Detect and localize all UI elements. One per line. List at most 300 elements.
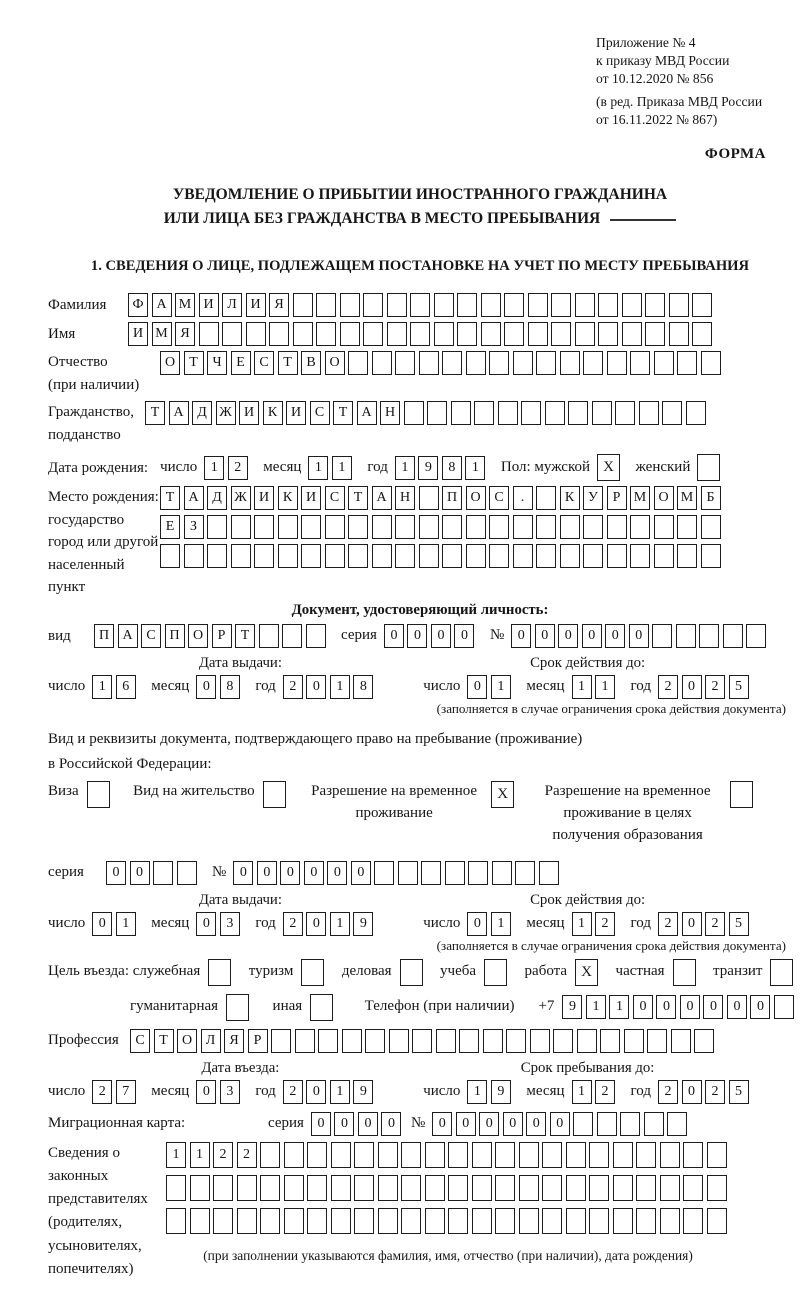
form-cell[interactable] [307,1175,327,1201]
form-cell[interactable] [246,322,266,346]
form-cell[interactable] [600,1029,620,1053]
form-cell[interactable] [607,515,627,539]
form-cell[interactable] [644,1112,664,1136]
form-cell[interactable] [536,544,556,568]
form-cell[interactable] [410,322,430,346]
form-cell[interactable] [484,959,507,986]
form-cell[interactable]: 0 [680,995,700,1019]
form-cell[interactable] [707,1175,727,1201]
form-cell[interactable] [636,1175,656,1201]
form-cell[interactable] [575,322,595,346]
form-cell[interactable]: И [246,293,266,317]
form-cell[interactable]: 0 [431,624,451,648]
form-cell[interactable]: И [128,322,148,346]
visa-checkbox[interactable] [87,781,114,808]
form-cell[interactable]: Т [348,486,368,510]
doc-valid-month-cells[interactable] [572,675,619,699]
form-cell[interactable] [442,544,462,568]
entry-month-cells[interactable] [196,1080,243,1104]
form-cell[interactable]: 6 [116,675,136,699]
form-cell[interactable]: 2 [705,912,725,936]
form-cell[interactable]: Е [160,515,180,539]
form-cell[interactable]: М [630,486,650,510]
form-cell[interactable] [160,544,180,568]
form-cell[interactable] [652,624,672,648]
form-cell[interactable] [694,1029,714,1053]
purpose-business-checkbox[interactable] [400,959,427,986]
form-cell[interactable]: 2 [283,912,303,936]
form-cell[interactable] [457,293,477,317]
form-cell[interactable]: А [184,486,204,510]
temp-residence-edu-checkbox[interactable] [730,781,757,808]
form-cell[interactable] [278,544,298,568]
form-cell[interactable]: 1 [572,675,592,699]
form-cell[interactable]: Т [145,401,165,425]
form-cell[interactable] [400,959,423,986]
form-cell[interactable] [654,544,674,568]
birth-day-cells[interactable] [204,456,251,480]
form-cell[interactable] [697,454,720,481]
form-cell[interactable] [412,1029,432,1053]
form-cell[interactable]: 0 [558,624,578,648]
form-cell[interactable]: 1 [166,1142,186,1168]
form-cell[interactable]: О [177,1029,197,1053]
form-cell[interactable] [284,1142,304,1168]
form-cell[interactable] [419,544,439,568]
form-cell[interactable] [746,624,766,648]
form-cell[interactable] [723,624,743,648]
form-cell[interactable] [260,1175,280,1201]
form-cell[interactable] [673,959,696,986]
form-cell[interactable]: 5 [729,1080,749,1104]
form-cell[interactable] [504,322,524,346]
patronymic-cells[interactable] [160,351,724,375]
form-cell[interactable]: И [301,486,321,510]
form-cell[interactable] [589,1175,609,1201]
form-cell[interactable] [331,1142,351,1168]
form-cell[interactable] [231,544,251,568]
doc-number-cells[interactable] [511,624,770,648]
form-cell[interactable]: С [254,351,274,375]
form-cell[interactable] [442,515,462,539]
form-cell[interactable] [434,293,454,317]
form-cell[interactable] [513,515,533,539]
form-cell[interactable]: 0 [304,861,324,885]
form-cell[interactable]: 1 [491,912,511,936]
mig-number-cells[interactable] [432,1112,691,1136]
stay-year-cells[interactable] [658,1080,752,1104]
form-cell[interactable] [598,322,618,346]
form-cell[interactable]: И [254,486,274,510]
form-cell[interactable]: 0 [92,912,112,936]
form-cell[interactable] [683,1175,703,1201]
form-cell[interactable] [560,544,580,568]
birthplace-row2-cells[interactable] [160,515,724,539]
form-cell[interactable]: С [489,486,509,510]
form-cell[interactable] [583,544,603,568]
representatives-row3-cells[interactable] [166,1208,730,1234]
form-cell[interactable] [316,322,336,346]
form-cell[interactable] [568,401,588,425]
form-cell[interactable] [647,1029,667,1053]
form-cell[interactable]: 2 [283,1080,303,1104]
form-cell[interactable]: Ч [207,351,227,375]
form-cell[interactable] [331,1208,351,1234]
form-cell[interactable] [671,1029,691,1053]
form-cell[interactable] [372,351,392,375]
form-cell[interactable]: 2 [658,675,678,699]
form-cell[interactable] [676,624,696,648]
form-cell[interactable] [378,1142,398,1168]
form-cell[interactable]: Я [175,322,195,346]
stay-day-cells[interactable] [467,1080,514,1104]
form-cell[interactable]: Ж [216,401,236,425]
purpose-official-checkbox[interactable] [208,959,235,986]
entry-year-cells[interactable] [283,1080,377,1104]
form-cell[interactable] [425,1208,445,1234]
sex-female-checkbox[interactable] [697,454,724,481]
purpose-study-checkbox[interactable] [484,959,511,986]
form-cell[interactable]: 0 [682,1080,702,1104]
form-cell[interactable] [340,293,360,317]
form-cell[interactable] [566,1208,586,1234]
form-cell[interactable]: 1 [332,456,352,480]
form-cell[interactable]: 1 [572,1080,592,1104]
form-cell[interactable]: 2 [705,1080,725,1104]
form-cell[interactable] [472,1142,492,1168]
representatives-row1-cells[interactable] [166,1142,730,1168]
mig-series-cells[interactable] [311,1112,405,1136]
form-cell[interactable] [213,1208,233,1234]
form-cell[interactable]: Л [201,1029,221,1053]
form-cell[interactable] [254,544,274,568]
form-cell[interactable] [624,1029,644,1053]
form-cell[interactable]: 0 [682,675,702,699]
form-cell[interactable] [199,322,219,346]
name-cells[interactable] [128,322,716,346]
purpose-humanitarian-checkbox[interactable] [226,994,253,1021]
form-cell[interactable]: 0 [750,995,770,1019]
form-cell[interactable]: 0 [130,861,150,885]
form-cell[interactable] [504,293,524,317]
form-cell[interactable]: 0 [456,1112,476,1136]
form-cell[interactable] [669,322,689,346]
form-cell[interactable]: Л [222,293,242,317]
form-cell[interactable] [472,1175,492,1201]
form-cell[interactable] [539,861,559,885]
form-cell[interactable] [190,1175,210,1201]
form-cell[interactable]: 1 [330,912,350,936]
temp-residence-checkbox[interactable] [491,781,518,808]
form-cell[interactable] [513,544,533,568]
form-cell[interactable]: А [169,401,189,425]
form-cell[interactable]: 1 [609,995,629,1019]
sex-male-checkbox[interactable] [597,454,624,481]
birth-year-cells[interactable] [395,456,489,480]
form-cell[interactable] [519,1175,539,1201]
form-cell[interactable] [481,293,501,317]
form-cell[interactable] [389,1029,409,1053]
form-cell[interactable]: 0 [467,912,487,936]
purpose-transit-checkbox[interactable] [770,959,797,986]
form-cell[interactable]: 9 [491,1080,511,1104]
form-cell[interactable] [654,351,674,375]
form-cell[interactable] [707,1142,727,1168]
form-cell[interactable] [306,624,326,648]
form-cell[interactable] [340,322,360,346]
form-cell[interactable] [419,351,439,375]
form-cell[interactable]: 1 [595,675,615,699]
permit-number-cells[interactable] [233,861,562,885]
form-cell[interactable] [387,322,407,346]
form-cell[interactable] [481,322,501,346]
form-cell[interactable]: 1 [467,1080,487,1104]
form-cell[interactable]: И [199,293,219,317]
form-cell[interactable] [378,1175,398,1201]
form-cell[interactable]: 0 [358,1112,378,1136]
form-cell[interactable] [575,293,595,317]
form-cell[interactable]: 0 [454,624,474,648]
form-cell[interactable] [597,1112,617,1136]
form-cell[interactable] [301,959,324,986]
form-cell[interactable] [348,515,368,539]
form-cell[interactable] [282,624,302,648]
form-cell[interactable]: 0 [479,1112,499,1136]
form-cell[interactable]: Я [224,1029,244,1053]
form-cell[interactable] [622,322,642,346]
form-cell[interactable] [566,1175,586,1201]
form-cell[interactable]: 1 [572,912,592,936]
form-cell[interactable]: С [130,1029,150,1053]
form-cell[interactable] [489,351,509,375]
form-cell[interactable]: А [118,624,138,648]
form-cell[interactable]: К [560,486,580,510]
form-cell[interactable] [515,861,535,885]
form-cell[interactable] [284,1208,304,1234]
form-cell[interactable]: Т [235,624,255,648]
form-cell[interactable] [774,995,794,1019]
entry-day-cells[interactable] [92,1080,139,1104]
form-cell[interactable] [278,515,298,539]
form-cell[interactable]: 1 [190,1142,210,1168]
form-cell[interactable]: 0 [384,624,404,648]
form-cell[interactable]: 5 [729,912,749,936]
form-cell[interactable]: А [357,401,377,425]
form-cell[interactable]: 3 [220,912,240,936]
form-cell[interactable] [598,293,618,317]
form-cell[interactable] [301,544,321,568]
form-cell[interactable] [410,293,430,317]
form-cell[interactable] [677,544,697,568]
form-cell[interactable] [677,515,697,539]
form-cell[interactable]: 8 [353,675,373,699]
form-cell[interactable] [528,322,548,346]
form-cell[interactable] [542,1142,562,1168]
form-cell[interactable] [528,293,548,317]
form-cell[interactable]: Ж [231,486,251,510]
form-cell[interactable] [645,293,665,317]
permit-valid-day-cells[interactable] [467,912,514,936]
form-cell[interactable]: 0 [633,995,653,1019]
form-cell[interactable] [190,1208,210,1234]
form-cell[interactable]: 0 [381,1112,401,1136]
form-cell[interactable] [677,351,697,375]
form-cell[interactable] [354,1175,374,1201]
form-cell[interactable] [363,322,383,346]
form-cell[interactable] [583,351,603,375]
form-cell[interactable] [466,544,486,568]
form-cell[interactable] [545,401,565,425]
form-cell[interactable] [519,1208,539,1234]
form-cell[interactable]: К [278,486,298,510]
form-cell[interactable] [660,1142,680,1168]
form-cell[interactable] [701,544,721,568]
form-cell[interactable]: 0 [703,995,723,1019]
form-cell[interactable]: 9 [353,912,373,936]
form-cell[interactable]: И [286,401,306,425]
form-cell[interactable] [419,515,439,539]
form-cell[interactable]: 8 [220,675,240,699]
form-cell[interactable]: Ф [128,293,148,317]
form-cell[interactable] [395,351,415,375]
birth-month-cells[interactable] [308,456,355,480]
form-cell[interactable]: О [654,486,674,510]
form-cell[interactable]: Т [278,351,298,375]
form-cell[interactable]: 2 [213,1142,233,1168]
form-cell[interactable]: 3 [220,1080,240,1104]
form-cell[interactable] [542,1208,562,1234]
form-cell[interactable]: 1 [92,675,112,699]
form-cell[interactable] [213,1175,233,1201]
form-cell[interactable] [492,861,512,885]
form-cell[interactable]: О [188,624,208,648]
form-cell[interactable] [566,1142,586,1168]
form-cell[interactable] [307,1142,327,1168]
permit-series-cells[interactable] [106,861,200,885]
form-cell[interactable]: 0 [196,912,216,936]
form-cell[interactable] [506,1029,526,1053]
permit-issue-day-cells[interactable] [92,912,139,936]
form-cell[interactable] [207,515,227,539]
form-cell[interactable]: 0 [682,912,702,936]
form-cell[interactable]: М [175,293,195,317]
form-cell[interactable]: П [94,624,114,648]
form-cell[interactable]: Д [192,401,212,425]
form-cell[interactable]: А [372,486,392,510]
form-cell[interactable]: О [160,351,180,375]
profession-cells[interactable] [130,1029,718,1053]
form-cell[interactable] [87,781,110,808]
form-cell[interactable] [231,515,251,539]
form-cell[interactable] [636,1208,656,1234]
form-cell[interactable] [166,1175,186,1201]
form-cell[interactable] [472,1208,492,1234]
form-cell[interactable] [254,515,274,539]
form-cell[interactable]: М [677,486,697,510]
form-cell[interactable]: 2 [237,1142,257,1168]
form-cell[interactable] [401,1142,421,1168]
purpose-work-checkbox[interactable] [575,959,602,986]
form-cell[interactable] [259,624,279,648]
form-cell[interactable] [660,1208,680,1234]
form-cell[interactable]: Р [607,486,627,510]
form-cell[interactable] [451,401,471,425]
form-cell[interactable] [354,1142,374,1168]
form-cell[interactable]: Т [333,401,353,425]
form-cell[interactable] [237,1208,257,1234]
form-cell[interactable] [310,994,333,1021]
form-cell[interactable]: Д [207,486,227,510]
form-cell[interactable] [636,1142,656,1168]
form-cell[interactable]: 0 [526,1112,546,1136]
form-cell[interactable]: 0 [432,1112,452,1136]
form-cell[interactable]: 1 [330,675,350,699]
form-cell[interactable] [699,624,719,648]
form-cell[interactable]: Я [269,293,289,317]
form-cell[interactable] [639,401,659,425]
form-cell[interactable]: 0 [511,624,531,648]
form-cell[interactable] [378,1208,398,1234]
form-cell[interactable] [372,544,392,568]
form-cell[interactable] [498,401,518,425]
form-cell[interactable]: 0 [535,624,555,648]
form-cell[interactable] [448,1175,468,1201]
form-cell[interactable] [348,544,368,568]
form-cell[interactable] [560,351,580,375]
form-cell[interactable] [342,1029,362,1053]
permit-issue-month-cells[interactable] [196,912,243,936]
form-cell[interactable]: С [141,624,161,648]
form-cell[interactable]: . [513,486,533,510]
form-cell[interactable] [260,1208,280,1234]
form-cell[interactable]: 0 [306,1080,326,1104]
form-cell[interactable] [513,351,533,375]
form-cell[interactable] [530,1029,550,1053]
form-cell[interactable] [495,1208,515,1234]
form-cell[interactable] [669,293,689,317]
form-cell[interactable] [692,293,712,317]
form-cell[interactable]: 0 [196,1080,216,1104]
phone-cells[interactable] [562,995,797,1019]
form-cell[interactable]: 8 [442,456,462,480]
permit-issue-year-cells[interactable] [283,912,377,936]
form-cell[interactable]: 0 [257,861,277,885]
form-cell[interactable]: О [466,486,486,510]
form-cell[interactable] [269,322,289,346]
form-cell[interactable] [573,1112,593,1136]
doc-issue-day-cells[interactable] [92,675,139,699]
form-cell[interactable] [448,1142,468,1168]
form-cell[interactable] [620,1112,640,1136]
form-cell[interactable]: 1 [465,456,485,480]
form-cell[interactable]: 0 [280,861,300,885]
purpose-tourism-checkbox[interactable] [301,959,328,986]
form-cell[interactable] [730,781,753,808]
form-cell[interactable] [207,544,227,568]
purpose-other-checkbox[interactable] [310,994,337,1021]
form-cell[interactable]: 0 [351,861,371,885]
form-cell[interactable] [153,861,173,885]
form-cell[interactable] [448,1208,468,1234]
form-cell[interactable] [222,322,242,346]
form-cell[interactable] [654,515,674,539]
form-cell[interactable] [536,486,556,510]
surname-cells[interactable] [128,293,716,317]
form-cell[interactable] [645,322,665,346]
form-cell[interactable]: 1 [491,675,511,699]
form-cell[interactable]: 0 [656,995,676,1019]
doc-issue-year-cells[interactable] [283,675,377,699]
